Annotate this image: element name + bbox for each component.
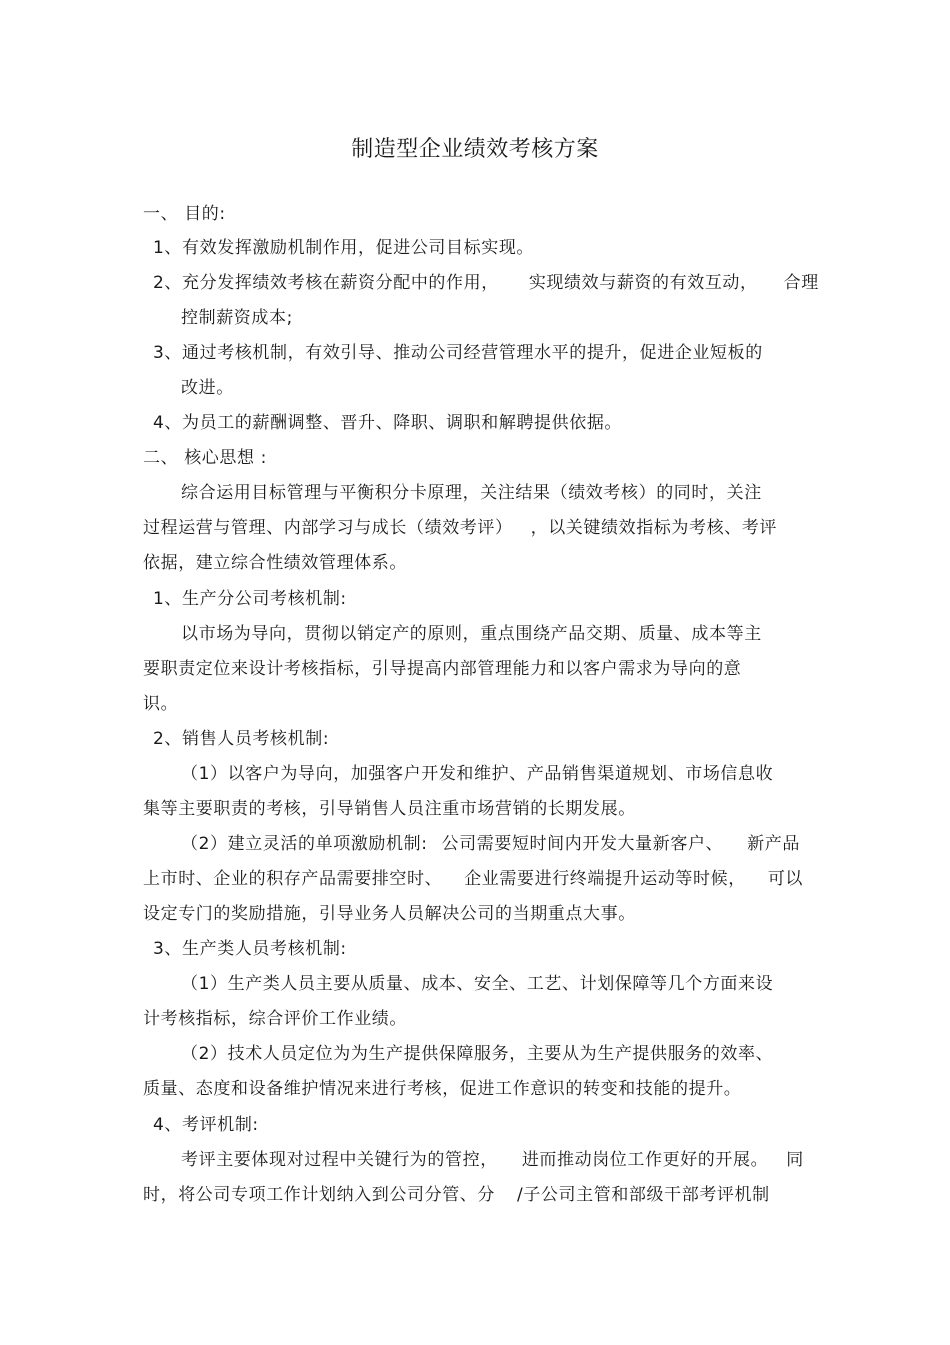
production-branch-line-1: 以市场为导向，贯彻以销定产的原则，重点围绕产品交期、质量、成本等主 bbox=[181, 624, 762, 644]
sales-line-4-part-c: 可以 bbox=[767, 869, 804, 889]
sales-line-3-part-a: （2）建立灵活的单项激励机制: bbox=[181, 834, 428, 854]
sales-line-5: 设定专门的奖励措施，引导业务人员解决公司的当期重点大事。 bbox=[143, 904, 636, 924]
production-branch-line-2: 要职责定位来设计考核指标，引导提高内部管理能力和以客户需求为导向的意 bbox=[143, 659, 742, 679]
evaluation-line-2-part-a: 时，将公司专项工作计划纳入到公司分管、分 bbox=[143, 1185, 495, 1205]
purpose-item-1: 1、有效发挥激励机制作用，促进公司目标实现。 bbox=[153, 238, 535, 258]
production-branch-line-3: 识。 bbox=[143, 694, 179, 714]
sales-line-4 bbox=[143, 867, 803, 891]
section-heading-core: 二、 核心思想 : bbox=[143, 448, 267, 468]
production-staff-line-4: 质量、态度和设备维护情况来进行考核，促进工作意识的转变和技能的提升。 bbox=[143, 1079, 742, 1099]
sales-line-3-part-b: 公司需要短时间内开发大量新客户、 bbox=[441, 834, 724, 854]
sub-heading-sales: 2、销售人员考核机制: bbox=[153, 729, 330, 749]
evaluation-line-1-part-a: 考评主要体现对过程中关键行为的管控， bbox=[181, 1150, 498, 1170]
purpose-item-4: 4、为员工的薪酬调整、晋升、降职、调职和解聘提供依据。 bbox=[153, 413, 623, 433]
production-staff-line-2: 计考核指标，综合评价工作业绩。 bbox=[143, 1009, 407, 1029]
purpose-item-2-part-a: 2、充分发挥绩效考核在薪资分配中的作用， bbox=[153, 273, 499, 293]
evaluation-line-1-part-c: 同 bbox=[786, 1150, 804, 1170]
sales-line-2: 集等主要职责的考核，引导销售人员注重市场营销的长期发展。 bbox=[143, 799, 636, 819]
sub-heading-production-branch: 1、生产分公司考核机制: bbox=[153, 589, 347, 609]
purpose-item-2-cont: 控制薪资成本; bbox=[181, 308, 293, 328]
sales-line-4-part-b: 企业需要进行终端提升运动等时候， bbox=[464, 869, 746, 889]
purpose-item-2-part-b: 实现绩效与薪资的有效互动， bbox=[528, 273, 758, 293]
core-para-line-2-part-a: 过程运营与管理、内部学习与成长（绩效考评） bbox=[143, 518, 513, 538]
document-title: 制造型企业绩效考核方案 bbox=[351, 137, 599, 162]
core-para-line-3: 依据，建立综合性绩效管理体系。 bbox=[143, 553, 407, 573]
production-staff-line-1: （1）生产类人员主要从质量、成本、安全、工艺、计划保障等几个方面来设 bbox=[181, 974, 774, 994]
purpose-item-2-part-c: 合理 bbox=[783, 273, 819, 293]
purpose-item-2 bbox=[153, 271, 819, 295]
evaluation-line-1-part-b: 进而推动岗位工作更好的开展。 bbox=[521, 1150, 769, 1170]
sales-line-3 bbox=[181, 832, 800, 856]
sub-heading-production-staff: 3、生产类人员考核机制: bbox=[153, 939, 347, 959]
sub-heading-evaluation: 4、考评机制: bbox=[153, 1115, 259, 1135]
core-para-line-2 bbox=[143, 516, 777, 540]
production-staff-line-3: （2）技术人员定位为为生产提供保障服务，主要从为生产提供服务的效率、 bbox=[181, 1044, 774, 1064]
evaluation-line-2-part-b: /子公司主管和部级干部考评机制 bbox=[517, 1185, 770, 1205]
sales-line-3-part-c: 新产品 bbox=[747, 834, 800, 854]
sales-line-4-part-a: 上市时、企业的积存产品需要排空时、 bbox=[143, 869, 443, 889]
purpose-item-3: 3、通过考核机制，有效引导、推动公司经营管理水平的提升，促进企业短板的 bbox=[153, 343, 763, 363]
purpose-item-3-cont: 改进。 bbox=[181, 378, 234, 398]
evaluation-line-1 bbox=[181, 1148, 804, 1172]
sales-line-1: （1）以客户为导向，加强客户开发和维护、产品销售渠道规划、市场信息收 bbox=[181, 764, 774, 784]
section-heading-purpose: 一、 目的: bbox=[143, 204, 226, 224]
core-para-line-2-part-b: ，以关键绩效指标为考核、考评 bbox=[530, 518, 778, 538]
core-para-line-1: 综合运用目标管理与平衡积分卡原理，关注结果（绩效考核）的同时，关注 bbox=[181, 483, 762, 503]
evaluation-line-2 bbox=[143, 1183, 770, 1207]
